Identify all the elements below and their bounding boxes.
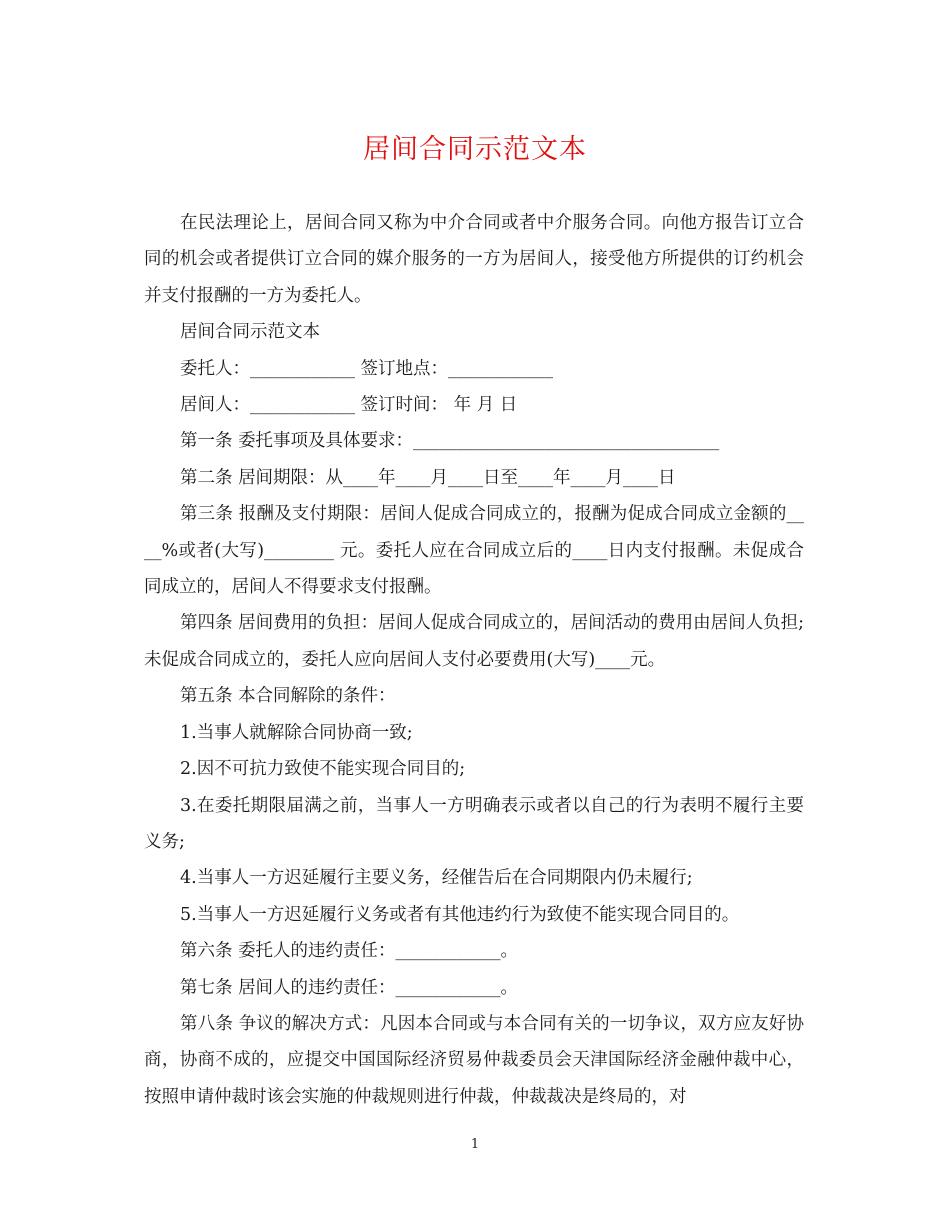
paragraph-client-line: 委托人：____________ 签订地点：____________ [180,358,554,379]
paragraph-subtitle: 居间合同示范文本 [180,322,320,343]
paragraph-article-5-item-3: 3.在委托期限届满之前，当事人一方明确表示或者以自己的行为表明不履行主要义务; [144,795,804,852]
paragraph-article-3: 第三条 报酬及支付期限：居间人促成合同成立的，报酬为促成合同成立金额的____%或者(大写)________ 元。委托人应在合同成立后的____日内支付报酬。未促成合同成立的，居间人不得要求支付报酬。 [144,504,804,598]
paragraph-article-8: 第八条 争议的解决方式：凡因本合同或与本合同有关的一切争议，双方应友好协商，协商不成的，应提交中国国际经济贸易仲裁委员会天津国际经济金融仲裁中心，按照申请仲裁时该会实施的仲裁规则进行仲裁，仲裁裁决是终局的，对 [144,1013,804,1107]
paragraph-article-5-item-5: 5.当事人一方迟延履行义务或者有其他违约行为致使不能实现合同目的。 [180,904,740,925]
paragraph-article-5-item-2: 2.因不可抗力致使不能实现合同目的; [180,759,466,780]
page-number: 1 [470,1137,480,1152]
paragraph-article-7: 第七条 居间人的违约责任：____________。 [180,977,519,998]
paragraph-article-2: 第二条 居间期限：从____年____月____日至____年____月____日 [180,467,676,488]
paragraph-article-4: 第四条 居间费用的负担：居间人促成合同成立的，居间活动的费用由居间人负担;未促成合同成立的，委托人应向居间人支付必要费用(大写)____元。 [144,613,804,670]
paragraph-intermediary-line: 居间人：____________ 签订时间： 年 月 日 [180,395,518,416]
paragraph-article-5-item-1: 1.当事人就解除合同协商一致; [180,722,413,743]
paragraph-article-6: 第六条 委托人的违约责任：____________。 [180,941,519,962]
page-title: 居间合同示范文本 [363,134,587,165]
paragraph-intro: 在民法理论上，居间合同又称为中介合同或者中介服务合同。向他方报告订立合同的机会或者提供订立合同的媒介服务的一方为居间人，接受他方所提供的订约机会并支付报酬的一方为委托人。 [144,213,804,306]
paragraph-article-5-item-4: 4.当事人一方迟延履行主要义务，经催告后在合同期限内仍未履行; [180,868,693,889]
paragraph-article-5: 第五条 本合同解除的条件： [180,686,396,707]
paragraph-article-1: 第一条 委托事项及具体要求：___________________________________ [180,431,720,452]
document-body [144,205,804,1115]
